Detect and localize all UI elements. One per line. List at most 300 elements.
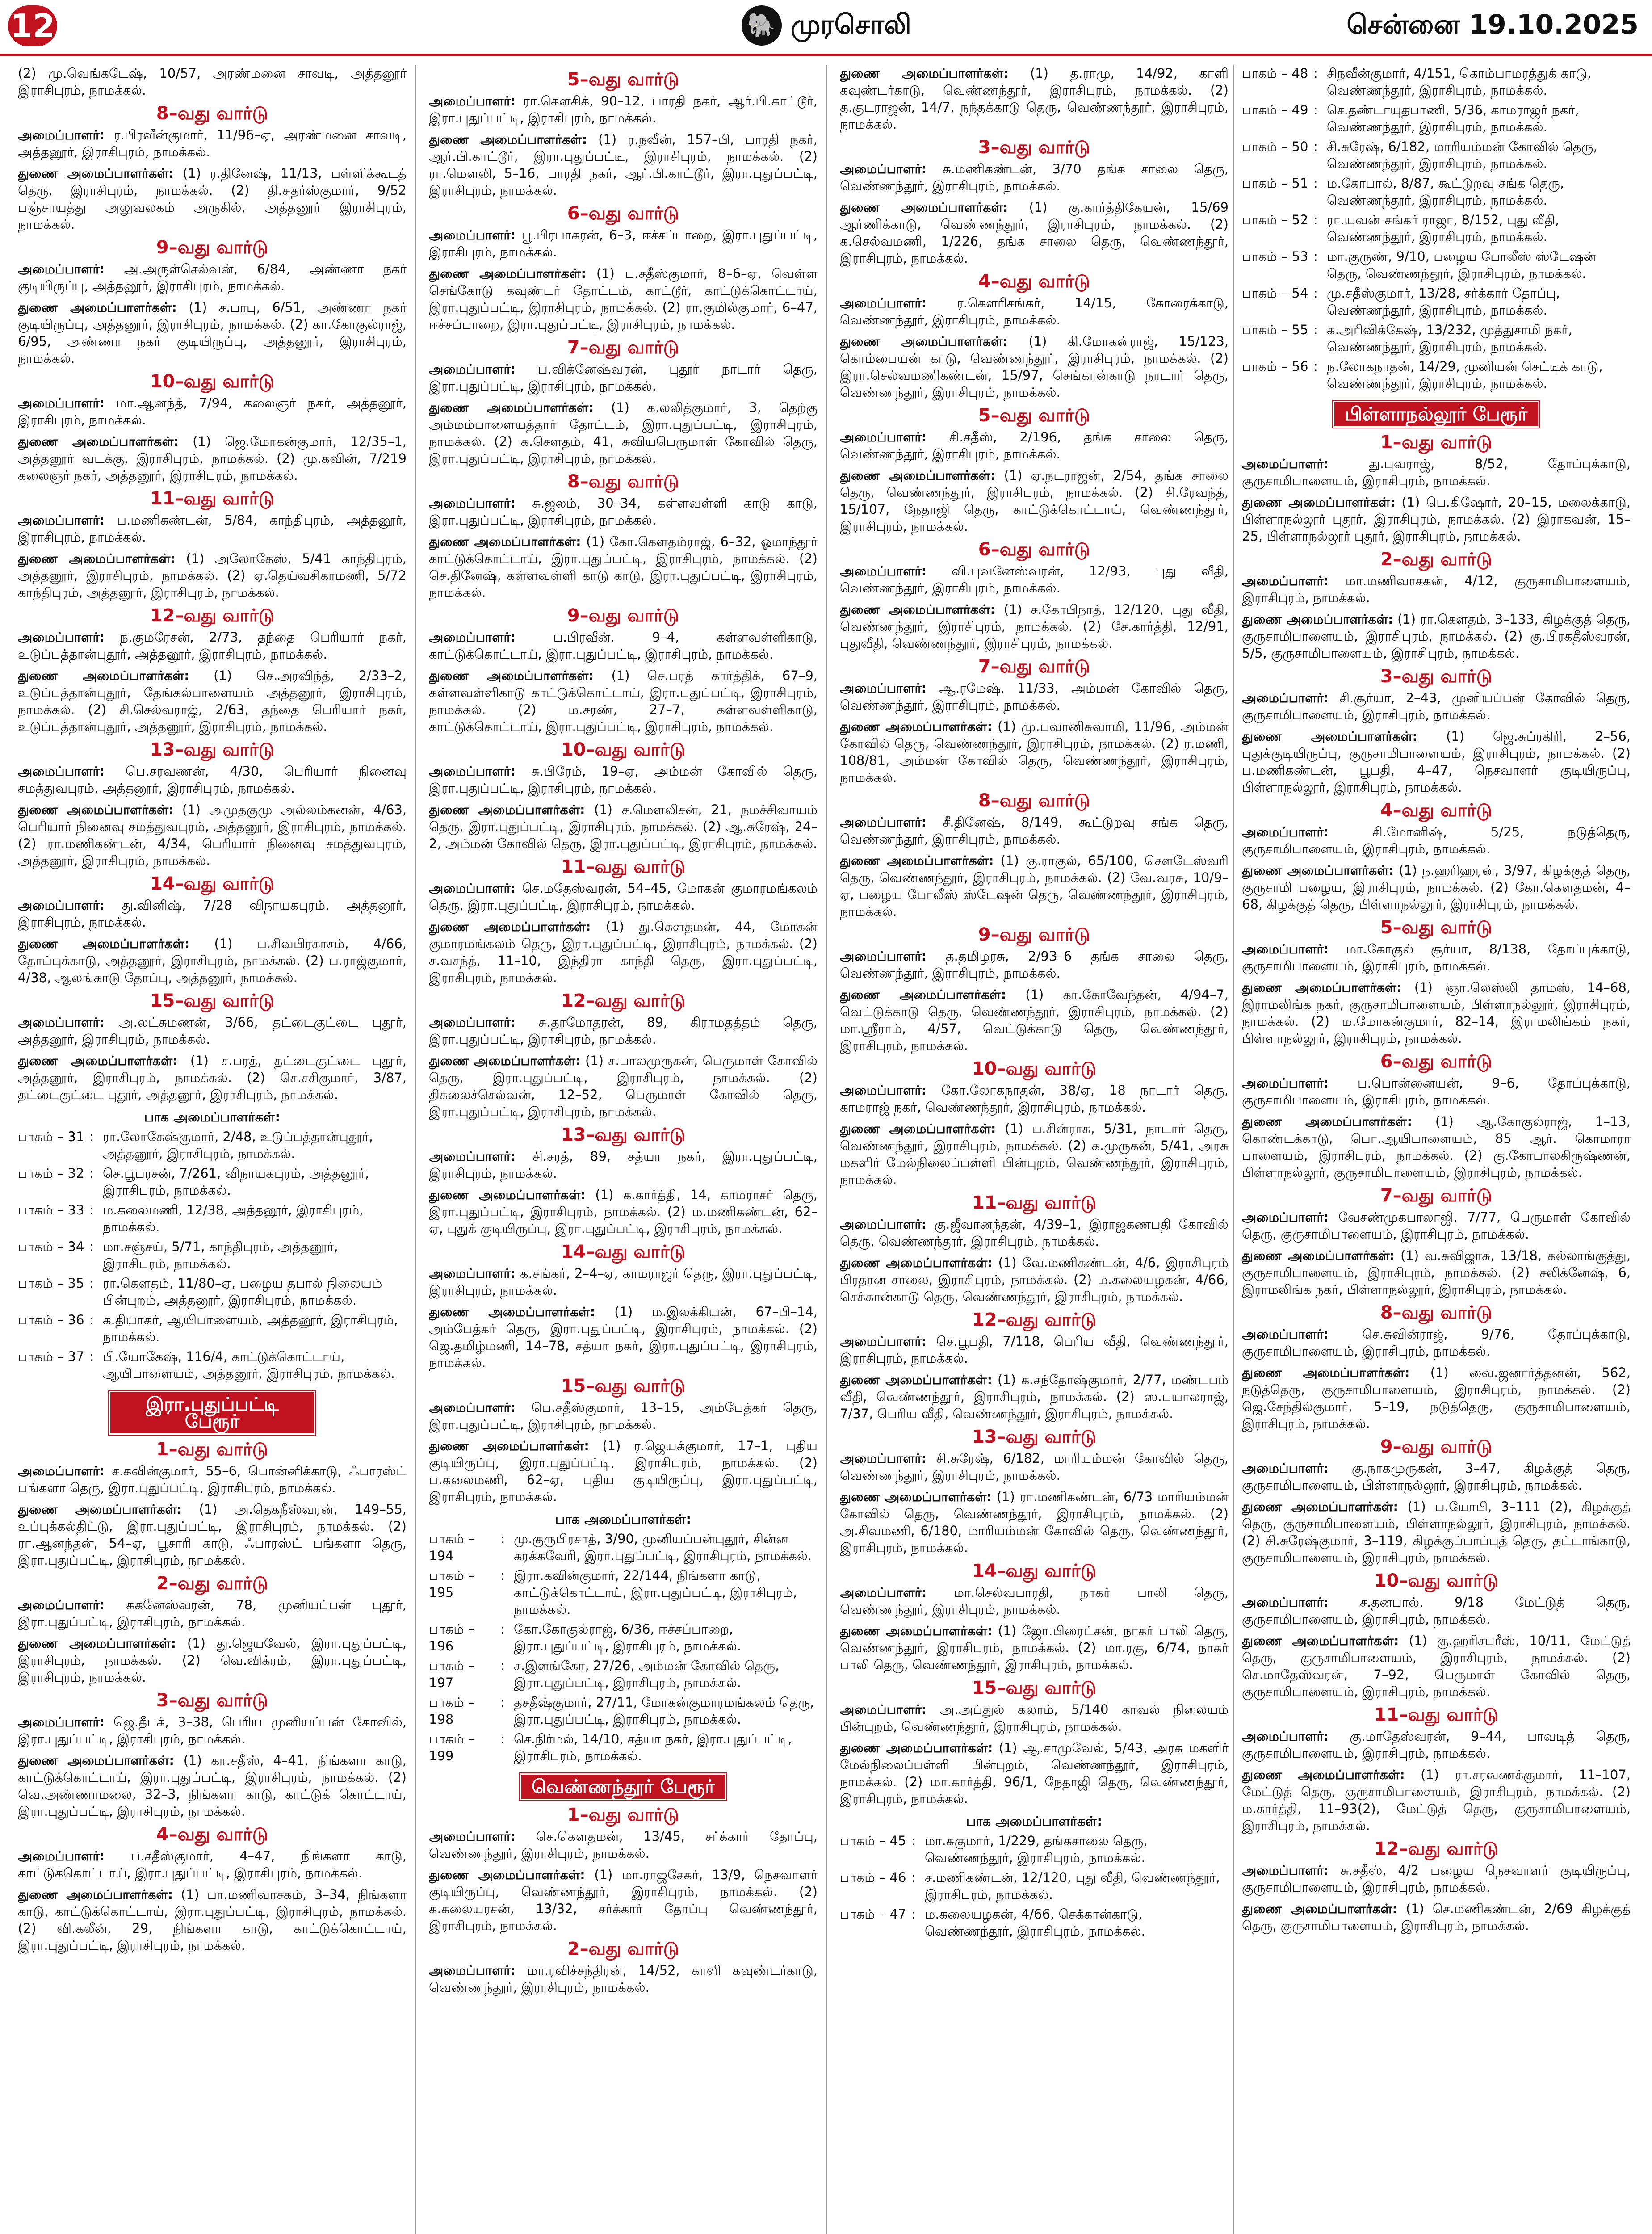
- entry-text: கு.மாதேஸ்வரன், 9–44, பாவடித் தெரு, குருசாமிபாளையம், இராசிபுரம், நாமக்கல்.: [1242, 1729, 1631, 1761]
- booth-entry: பி.யோகேஷ், 116/4, காட்டுக்கொட்டாய், ஆயிபாளையம், அத்தனூர், இராசிபுரம், நாமக்கல்.: [103, 1349, 395, 1381]
- entry-text: (1) கு.ஹரிசபரீஸ், 10/11, மேட்டுத் தெரு, குருசாமிபாளையம், இராசிபுரம், நாமக்கல். (2) செ.மாதேஸ்வரன், 7–92, பெருமாள் கோவில் தெரு, குருசாமிபாளையம், இராசிபுரம், நாமக்கல்.: [1242, 1633, 1631, 1699]
- booth-separator: :: [89, 1129, 94, 1144]
- entry-text: செ.பூபதி, 7/118, பெரிய வீதி, வெண்ணந்தூர், இராசிபுரம், நாமக்கல்.: [840, 1334, 1229, 1366]
- entry-text: சு.சதீஸ், 4/2 பழைய நெசவாளர் குடியிருப்பு, குருசாமிபாளையம், இராசிபுரம், நாமக்கல்.: [1242, 1863, 1631, 1895]
- booth-row: [18, 1201, 407, 1235]
- entry: [18, 1752, 407, 1820]
- booth-separator: :: [500, 1658, 505, 1673]
- entry: [840, 718, 1229, 786]
- entry: [1242, 1075, 1631, 1109]
- booth-label: பாகம் – 196: [429, 1621, 475, 1654]
- ward-heading: 2–வது வார்டு: [156, 1573, 268, 1594]
- ward-heading: 2–வது வார்டு: [567, 1939, 679, 1959]
- role-label: அமைப்பாளர்:: [840, 563, 927, 579]
- ward-heading: 15–வது வார்டு: [972, 1678, 1097, 1698]
- entry: [429, 1265, 818, 1299]
- booth-row: [18, 1275, 407, 1309]
- booth-row: [1242, 248, 1631, 282]
- role-label: அமைப்பாளர்:: [429, 496, 516, 511]
- entry: [18, 897, 407, 931]
- ward-heading: 3–வது வார்டு: [156, 1690, 268, 1711]
- entry: [840, 1120, 1229, 1188]
- entry-text: ஆ.ரமேஷ், 11/33, அம்மன் கோவில் தெரு, வெண்ணந்தூர், இராசிபுரம், நாமக்கல்.: [840, 680, 1229, 713]
- entry-text: சு.தாமோதரன், 89, கிராமதத்தம் தெரு, இரா.புதுப்பட்டி, இராசிபுரம், நாமக்கல்.: [429, 1015, 818, 1047]
- booth-label: பாகம் – 52: [1242, 212, 1308, 227]
- entry: [429, 399, 818, 467]
- role-label: துணை அமைப்பாளர்கள்:: [18, 300, 177, 315]
- ward-heading: 4–வது வார்டு: [978, 271, 1090, 292]
- booth-row: [1242, 101, 1631, 135]
- entry: [18, 433, 407, 484]
- role-label: துணை அமைப்பாளர்கள்:: [1242, 1499, 1398, 1514]
- entry-text: (1) ஆ.கோகுல்ராஜ், 1–13, கொண்டக்காடு, பொ.ஆயிபாளையம், 85 ஆர். கொமாரா பாளையம், இராசிபுரம், நாமக்கல். (2) கு.கோபாலகிருஷ்ணன், பிள்ளாநல்லூர், குருசாமிபாளையம், இராசிபுரம், நாமக்கல்.: [1242, 1114, 1631, 1180]
- ward-heading: 12–வது வார்டு: [1374, 1839, 1499, 1859]
- booth-entry: ம.கோபால், 8/87, கூட்டுறவு சங்க தெரு, வெண்ணந்தூர், இராசிபுரம், நாமக்கல்.: [1327, 176, 1564, 208]
- entry: [1242, 689, 1631, 723]
- entry-text: சி.சூர்யா, 2–43, முனியப்பன் கோவில் தெரு, குருசாமிபாளையம், இராசிபுரம், நாமக்கல்.: [1242, 690, 1631, 722]
- entry-text: (1) அமுதகுமு அல்லம்கனன், 4/63, பெரியார் நினைவு சமத்துவபுரம், அத்தனூர், இராசிபுரம், நாமக்கல். (2) ரா.மணிகண்டன், 4/34, பெரியார் நினைவு சமத்துவபுரம், அத்தனூர், இராசிபுரம், நாமக்கல்.: [18, 802, 407, 868]
- entry: [429, 1303, 818, 1371]
- booth-row: [429, 1730, 818, 1764]
- entry: [429, 880, 818, 914]
- booth-row: [18, 1311, 407, 1345]
- ward-heading: 12–வது வார்டு: [561, 991, 686, 1011]
- entry-text: (1) பா.மணிவாசகம், 3–34, நிங்களா காடு, காட்டுக்கொட்டாய், இரா.புதுப்பட்டி, இராசிபுரம், நாமக்கல். (2) வி.கலீன், 29, நிங்களா காடு, காட்டுக்கொட்டாய், இரா.புதுப்பட்டி, இராசிபுரம், நாமக்கல்.: [18, 1887, 407, 1953]
- section-heading: பாக அமைப்பாளர்கள்:: [966, 1814, 1103, 1829]
- entry-text: சி.மோனிஷ், 5/25, நடுத்தெரு, குருசாமிபாளையம், இராசிபுரம், நாமக்கல்.: [1242, 824, 1631, 857]
- entry-text: சீ.தினேஷ், 8/149, கூட்டுறவு சங்க தெரு, வெண்ணந்தூர், இராசிபுரம், நாமக்கல்.: [840, 815, 1229, 847]
- entry-text: (1) கா.கோவேந்தன், 4/94–7, வெட்டுக்காடு தெரு, வெண்ணந்தூர், இராசிபுரம், நாமக்கல். (2) மா.ஸ்ரீராம், 4/57, வெட்டுக்காடு தெரு, வெண்ணந்தூர், இராசிபுரம், நாமக்கல்.: [840, 987, 1229, 1053]
- entry: [1242, 1247, 1631, 1298]
- entry: [18, 126, 407, 160]
- booth-entry: ந.லோகநாதன், 14/29, முனியன் செட்டிக் காடு, வெண்ணந்தூர், இராசிபுரம், நாமக்கல்.: [1327, 359, 1603, 391]
- role-label: துணை அமைப்பாளர்கள்:: [840, 853, 994, 868]
- booth-row: [1242, 211, 1631, 245]
- role-label: துணை அமைப்பாளர்கள்:: [18, 434, 179, 449]
- role-label: துணை அமைப்பாளர்கள்:: [840, 468, 996, 483]
- role-label: துணை அமைப்பாளர்கள்:: [18, 166, 174, 181]
- entry-text: (1) க.கார்த்தி, 14, காமராசர் தெரு, இரா.புதுப்பட்டி, இராசிபுரம், நாமக்கல். (2) ம.மணிகண்டன், 62–ஏ, புதுக் குடியிருப்பு, இரா.புதுப்பட்டி, இராசிபுரம், நாமக்கல்.: [429, 1187, 818, 1236]
- entry-text: (1) கோ.கௌதம்ராஜ், 6–32, ஓமாந்தூர் காட்டுக்கொட்டாய், இரா.புதுப்பட்டி, இராசிபுரம், நாமக்கல். (2) செ.தினேஷ், கள்ளவள்ளி காடு காடு, இரா.புதுப்பட்டி, இராசிபுரம், நாமக்கல்.: [429, 534, 818, 600]
- entry-text: (1) ஜெ.மோகன்குமார், 12/35–1, அத்தனூர் வடக்கு, இராசிபுரம், நாமக்கல். (2) மு.கவின், 7/219 கலைஞர் நகர், அத்தனூர், இராசிபுரம், நாமக்கல்.: [18, 434, 407, 483]
- booth-separator: :: [500, 1531, 505, 1546]
- entry: [840, 1739, 1229, 1807]
- role-label: அமைப்பாளர்:: [840, 429, 927, 445]
- header-rule: [0, 54, 1652, 56]
- dateline: சென்னை 19.10.2025: [1346, 9, 1639, 40]
- entry: [429, 1866, 818, 1934]
- booth-entry: மா.சஞ்சய், 5/71, காந்திபுரம், அத்தனூர், இராசிபுரம், நாமக்கல்.: [103, 1239, 338, 1271]
- newspaper-name: முரசொலி: [791, 9, 911, 40]
- role-label: துணை அமைப்பாளர்கள்:: [840, 200, 1008, 215]
- entry: [1242, 1766, 1631, 1834]
- entry: [840, 680, 1229, 714]
- entry: [840, 1622, 1229, 1673]
- entry: [18, 1848, 407, 1881]
- role-label: துணை அமைப்பாளர்கள்:: [429, 1438, 589, 1453]
- entry-text: (1) ர.ஜெயக்குமார், 17–1, புதிய குடியிருப்பு, இரா.புதுப்பட்டி, இராசிபுரம், நாமக்கல். (2) ப.கலைமணி, 62–ஏ, புதிய குடியிருப்பு, இரா.புதுப்பட்டி, இராசிபுரம், நாமக்கல்.: [429, 1438, 818, 1504]
- entry-text: ச.தனபால், 9/18 மேட்டுத் தெரு, குருசாமிபாளையம், இராசிபுரம், நாமக்கல்.: [1242, 1595, 1631, 1627]
- entry-text: (1) க.சந்தோஷ்குமார், 2/77, மண்டபம் வீதி, வெண்ணந்தூர், இராசிபுரம், நாமக்கல். (2) ஸ.பயாலராஜ், 7/37, பெரிய வீதி, வெண்ணந்தூர், இராசிபுரம், நாமக்கல்.: [840, 1372, 1229, 1421]
- entry-text: (1) த.ராமு, 14/92, காளி கவுண்டர்காடு, வெண்ணந்தூர், இராசிபுரம், நாமக்கல். (2) த.குடராஜன், 14/7, நந்தக்காடு தெரு, வெண்ணந்தூர், இராசிபுரம், நாமக்கல்.: [840, 66, 1229, 132]
- entry-text: (1) அ.தெகநீஸ்வரன், 149–55, உப்புக்கல்திட்டு, இரா.புதுப்பட்டி, இராசிபுரம், நாமக்கல். (2) ரா.ஆனந்தன், 54–ஏ, பூசாரி காடு, ஃபாரஸ்ட் பங்களா தெரு, இரா.புதுப்பட்டி, இராசிபுரம், நாமக்கல்.: [18, 1502, 407, 1568]
- entry-text: (1) து.கௌதமன், 44, மோகன் குமாரமங்கலம் தெரு, இரா.புதுப்பட்டி, இராசிபுரம், நாமக்கல். (2) ச.வசந்த், 11–10, இந்திரா காந்தி தெரு, இரா.புதுப்பட்டி, இராசிபுரம், நாமக்கல்.: [429, 919, 818, 985]
- booth-row: [429, 1567, 818, 1618]
- booth-label: பாகம் – 45: [840, 1833, 906, 1848]
- entry-text: அ.லட்சுமணன், 3/66, தட்டைகுட்டை புதூர், அத்தனூர், இராசிபுரம், நாமக்கல்.: [18, 1015, 407, 1047]
- role-label: அமைப்பாளர்:: [429, 1266, 516, 1281]
- page-number: 12: [8, 5, 57, 46]
- entry-text: ரா.கௌசிக், 90–12, பாரதி நகர், ஆர்.பி.காட்டூர், இரா.புதுப்பட்டி, இராசிபுரம், நாமக்கல்.: [429, 93, 818, 126]
- entry: [18, 260, 407, 294]
- role-label: துணை அமைப்பாளர்கள்:: [840, 1121, 996, 1136]
- town-banner: இரா.புதுப்பட்டி பேரூர்: [109, 1391, 315, 1435]
- entry: [18, 1713, 407, 1747]
- entry: [18, 801, 407, 869]
- booth-row: [840, 1832, 1229, 1866]
- entry-text: (1) ப.யோபி, 3–111 (2), கிழக்குத் தெரு, குருசாமிபாளையம், பிள்ளாநல்லூர், இராசிபுரம், நாமக்கல். (2) சி.சுரேஷ்குமார், 3–119, கிழக்குப்பாப்புத் தெரு, தட்டாங்காடு, குருசாமிபாளையம், இராசிபுரம், நாமக்கல்.: [1242, 1499, 1631, 1565]
- role-label: அமைப்பாளர்:: [1242, 573, 1329, 588]
- booth-separator: :: [500, 1621, 505, 1637]
- booth-row: [1242, 358, 1631, 392]
- entry: [429, 1437, 818, 1505]
- role-label: அமைப்பாளர்:: [840, 1083, 927, 1098]
- role-label: துணை அமைப்பாளர்கள்:: [429, 132, 587, 147]
- entry-text: பெ.சதீஸ்குமார், 13–15, அம்பேத்கர் தெரு, இரா.புதுப்பட்டி, இராசிபுரம், நாமக்கல்.: [429, 1400, 818, 1432]
- entry: [840, 1488, 1229, 1556]
- booth-label: பாகம் – 197: [429, 1658, 475, 1690]
- entry: [1242, 1113, 1631, 1181]
- column-2: [429, 65, 818, 2234]
- booth-entry: மு.குருபிரசாத், 3/90, முனியப்பன்புதூர், சின்ன கரக்கவேரி, இரா.புதுப்பட்டி, இராசிபுரம், நாமக்கல்.: [514, 1531, 812, 1563]
- role-label: அமைப்பாளர்:: [18, 1015, 105, 1030]
- role-label: துணை அமைப்பாளர்கள்:: [840, 1372, 993, 1387]
- entry: [1242, 1364, 1631, 1432]
- role-label: அமைப்பாளர்:: [840, 680, 927, 696]
- entry-text: சி.சதீஸ், 2/196, தங்க சாலை தெரு, வெண்ணந்தூர், இராசிபுரம், நாமக்கல்.: [840, 429, 1229, 462]
- entry: [18, 1501, 407, 1569]
- entry: [840, 1254, 1229, 1305]
- booth-entry: மா.சுகுமார், 1/229, தங்கசாலை தெரு, வெண்ணந்தூர், இராசிபுரம், நாமக்கல்.: [925, 1833, 1148, 1865]
- role-label: துணை அமைப்பாளர்கள்:: [429, 1304, 595, 1319]
- entry-text: (2) மு.வெங்கடேஷ், 10/57, அரண்மனை சாவடி, அத்தனூர் இராசிபுரம், நாமக்கல்.: [18, 66, 407, 98]
- role-label: அமைப்பாளர்:: [1242, 1327, 1329, 1342]
- ward-heading: 9–வது வார்டு: [978, 924, 1090, 945]
- role-label: அமைப்பாளர்:: [840, 949, 927, 964]
- role-label: அமைப்பாளர்:: [429, 630, 516, 645]
- role-label: துணை அமைப்பாளர்கள்:: [1242, 612, 1393, 627]
- entry-text: க.சங்கர், 2–4–ஏ, காமராஜர் தெரு, இரா.புதுப்பட்டி, இராசிபுரம், நாமக்கல்.: [429, 1266, 818, 1298]
- booth-separator: :: [1313, 102, 1318, 118]
- entry-text: மா.கோகுல் சூர்யா, 8/138, தோப்புக்காடு, குருசாமிபாளையம், இராசிபுரம், நாமக்கல்.: [1242, 941, 1631, 974]
- role-label: அமைப்பாளர்:: [840, 1702, 927, 1717]
- entry: [1242, 941, 1631, 974]
- role-label: அமைப்பாளர்:: [1242, 1863, 1329, 1878]
- entry-text: (1) ம.இலக்கியன், 67–பி–14, அம்பேத்கர் தெரு, இரா.புதுப்பட்டி, இராசிபுரம், நாமக்கல். (2) ஜெ.தமிழ்மணி, 14–78, சத்யா நகர், இரா.புதுப்பட்டி, இராசிபுரம், நாமக்கல்.: [429, 1304, 818, 1370]
- entry: [18, 763, 407, 797]
- booth-entry: க.அரிவிக்கேஷ், 13/232, முத்துசாமி நகர், வெண்ணந்தூர், இராசிபுரம், நாமக்கல்.: [1327, 322, 1572, 354]
- entry-text: (1) ச.பாபு, 6/51, அண்ணா நகர் குடியிருப்பு, அத்தனூர், இராசிபுரம், நாமக்கல். (2) கா.கோகுல்ராஜ், 6/95, அண்ணா நகர் குடியிருப்பு, அத்தனூர், இராசிபுரம், நாமக்கல்.: [18, 300, 407, 366]
- ward-heading: 6–வது வார்டு: [567, 203, 679, 224]
- booth-separator: :: [500, 1568, 505, 1583]
- booth-separator: :: [500, 1695, 505, 1710]
- entry: [840, 563, 1229, 596]
- page-header: [0, 0, 1652, 58]
- entry: [18, 1596, 407, 1630]
- booth-label: பாகம் – 34: [18, 1239, 84, 1254]
- booth-separator: :: [89, 1349, 94, 1364]
- entry-text: (1) வே.மணிகண்டன், 4/6, இராசிபுரம் பிரதான சாலை, இராசிபுரம், நாமக்கல். (2) ம.கலையழகன், 4/66, செக்கான்காடு தெரு, வெண்ணந்தூர், இராசிபுரம், நாமக்கல்.: [840, 1255, 1229, 1304]
- ward-heading: 11–வது வார்டு: [561, 857, 686, 877]
- ward-heading: 14–வது வார்டு: [150, 873, 275, 894]
- entry-text: ப.விக்னேஷ்வரன், புதூர் நாடார் தெரு, இரா.புதுப்பட்டி, இராசிபுரம், நாமக்கல்.: [429, 361, 818, 394]
- role-label: அமைப்பாளர்:: [1242, 1729, 1329, 1744]
- entry: [429, 265, 818, 333]
- booth-separator: :: [911, 1870, 916, 1885]
- entry: [1242, 494, 1631, 545]
- entry: [1242, 1594, 1631, 1628]
- entry-text: (1) வை.ஜனார்த்தனன், 562, நடுத்தெரு, குருசாமிபாளையம், இராசிபுரம், நாமக்கல். (2) ஜெ.சேந்தில்குமார், 5–19, நடுத்தெரு, குருசாமிபாளையம், இராசிபுரம், நாமக்கல்.: [1242, 1365, 1631, 1431]
- ward-heading: 10–வது வார்டு: [150, 371, 275, 392]
- entry-text: ப.சதீஸ்குமார், 4–47, நிங்களா காடு, காட்டுக்கொட்டாய், இரா.புதுப்பட்டி, இராசிபுரம், நாமக்கல்.: [18, 1848, 407, 1881]
- entry: [18, 550, 407, 601]
- role-label: அமைப்பாளர்:: [18, 512, 105, 528]
- role-label: அமைப்பாளர்:: [18, 127, 105, 143]
- entry: [1242, 1900, 1631, 1934]
- entry-text: செ.கௌதமன், 13/45, சர்க்கார் தோப்பு, வெண்ணந்தூர், இராசிபுரம், நாமக்கல்.: [429, 1829, 818, 1861]
- role-label: துணை அமைப்பாளர்கள்:: [1242, 863, 1394, 878]
- town-banner: பிள்ளாநல்லூர் பேரூர்: [1333, 401, 1539, 428]
- ward-heading: 5–வது வார்டு: [978, 405, 1090, 426]
- entry: [18, 395, 407, 428]
- booth-label: பாகம் – 199: [429, 1731, 475, 1764]
- booth-label: பாகம் – 54: [1242, 286, 1308, 301]
- entry: [1242, 1326, 1631, 1360]
- role-label: அமைப்பாளர்:: [18, 1463, 105, 1478]
- role-label: அமைப்பாளர்:: [1242, 456, 1329, 471]
- entry-text: மா.மணிவாசகன், 4/12, குருசாமிபாளையம், இராசிபுரம், நாமக்கல்.: [1242, 573, 1631, 605]
- entry-text: (1) ஏ.நடராஜன், 2/54, தங்க சாலை தெரு, வெண்ணந்தூர், இராசிபுரம், நாமக்கல். (2) சி.ரேவந்த், 15/107, நேதாஜி தெரு, காட்டுக்கொட்டாய், வெண்ணந்தூர், இராசிபுரம், நாமக்கல்.: [840, 468, 1229, 534]
- role-label: அமைப்பாளர்:: [1242, 1595, 1329, 1610]
- booth-separator: :: [1313, 66, 1318, 81]
- entry: [18, 935, 407, 986]
- ward-heading: 9–வது வார்டு: [567, 605, 679, 626]
- role-label: அமைப்பாளர்:: [429, 93, 516, 109]
- entry: [429, 667, 818, 735]
- entry: [18, 165, 407, 233]
- booth-entry: ச.மணிகண்டன், 12/120, புது வீதி, வெண்ணந்தூர், இராசிபுரம், நாமக்கல்.: [925, 1870, 1220, 1902]
- role-label: அமைப்பாளர்:: [1242, 1075, 1329, 1091]
- booth-separator: :: [89, 1202, 94, 1218]
- entry: [1242, 823, 1631, 857]
- ward-heading: 12–வது வார்டு: [150, 605, 275, 626]
- entry-text: ப.பிரவீன், 9–4, கள்ளவள்ளிகாடு, காட்டுக்கொட்டாய், இரா.புதுப்பட்டி, இராசிபுரம், நாமக்கல்.: [429, 630, 818, 662]
- role-label: துணை அமைப்பாளர்கள்:: [18, 1502, 182, 1517]
- role-label: துணை அமைப்பாளர்கள்:: [18, 1887, 173, 1902]
- entry: [840, 852, 1229, 920]
- entry-text: (1) செ.மணிகண்டன், 2/69 கிழக்குத் தெரு, குருசாமிபாளையம், இராசிபுரம், நாமக்கல்.: [1242, 1901, 1631, 1933]
- entry: [840, 467, 1229, 535]
- booth-separator: :: [1313, 322, 1318, 337]
- ward-heading: 10–வது வார்டு: [561, 739, 686, 760]
- role-label: அமைப்பாளர்:: [840, 161, 927, 176]
- booth-entry: மா.குருண், 9/10, பழைய போலீஸ் ஸ்டேஷன் தெரு, வெண்ணந்தூர், இராசிபுரம், நாமக்கல்.: [1327, 249, 1596, 281]
- entry-text: (1) து.ஜெயவேல், இரா.புதுப்பட்டி, இராசிபுரம், நாமக்கல். (2) வெ.விக்ரம், இரா.புதுப்பட்டி, இராசிபுரம், நாமக்கல்.: [18, 1636, 407, 1685]
- ward-heading: 10–வது வார்டு: [972, 1058, 1097, 1079]
- booth-label: பாகம் – 53: [1242, 249, 1308, 264]
- column-1: [18, 65, 407, 2234]
- column-3: [840, 65, 1229, 2234]
- entry-text: (1) செ.அரவிந்த், 2/33–2, உடுப்பத்தான்புதூர், தேங்கல்பாளையம் அத்தனூர், இராசிபுரம், நாமக்கல். (2) சி.செல்வராஜ், 2/63, தந்தை பெரியார் நகர், உடுப்பத்தான்புதூர், அத்தனூர், இராசிபுரம், நாமக்கல்.: [18, 668, 407, 734]
- entry-text: (1) க.லலித்குமார், 3, தெற்கு அம்மம்பாளையத்தார் தோட்டம், இரா.புதுப்பட்டி, இராசிபுரம், நாமக்கல். (2) க.சௌதம், 41, சுவியபெருமாள் கோவில் தெரு, இரா.புதுப்பட்டி, இராசிபுரம், நாமக்கல்.: [429, 400, 818, 466]
- booth-row: [1242, 285, 1631, 319]
- entry-text: து.புவராஜ், 8/52, தோப்புக்காடு, குருசாமிபாளையம், இராசிபுரம், நாமக்கல்.: [1242, 456, 1631, 488]
- role-label: துணை அமைப்பாளர்கள்:: [18, 1636, 176, 1651]
- ward-heading: 2–வது வார்டு: [1380, 549, 1493, 570]
- entry: [18, 299, 407, 367]
- entry-text: (1) ரா.கௌதம், 3–133, கிழக்குத் தெரு, குருசாமிபாளையம், இராசிபுரம், நாமக்கல். (2) கு.பிரகதீஸ்வரன், 5/5, குருசாமிபாளையம், இராசிபுரம், நாமக்கல்.: [1242, 612, 1631, 661]
- booth-label: பாகம் – 195: [429, 1568, 475, 1600]
- entry: [840, 333, 1229, 401]
- booth-label: பாகம் – 198: [429, 1695, 475, 1727]
- entry: [429, 131, 818, 199]
- ward-heading: 6–வது வார்டு: [1380, 1051, 1493, 1072]
- entry-text: (1) வ.சுவிஜாசு, 13/18, கல்லாங்குத்து, குருசாமிபாளையம், இராசிபுரம், நாமக்கல். (2) சலிக்னேஷ், 6, இராமலிங்க நகர், பிள்ளாநல்லூர், இராசிபுரம், நாமக்கல்.: [1242, 1248, 1631, 1297]
- ward-heading: 7–வது வார்டு: [567, 337, 679, 358]
- booth-entry: செ.தண்டாயுதபாணி, 5/36, காமராஜர் நகர், வெண்ணந்தூர், இராசிபுரம், நாமக்கல்.: [1327, 102, 1579, 134]
- entry-text: மா.ஆனந்த், 7/94, கலைஞர் நகர், அத்தனூர், இராசிபுரம், நாமக்கல்.: [18, 395, 407, 428]
- entry: [429, 1399, 818, 1433]
- entry: [429, 92, 818, 126]
- entry-text: (1) கு.ராகுல், 65/100, சௌடேஸ்வரி தெரு, வெண்ணந்தூர், இராசிபுரம், நாமக்கல். (2) வே.வரசு, 10/9–ஏ, பழைய போலீஸ் ஸ்டேஷன் தெரு, வெண்ணந்தூர், இராசிபுரம், நாமக்கல்.: [840, 853, 1229, 919]
- entry: [429, 1828, 818, 1862]
- entry-text: (1) ர.நவீன், 157–பி, பாரதி நகர், ஆர்.பி.காட்டூர், இரா.புதுப்பட்டி, இராசிபுரம், நாமக்கல். (2) ரா.மௌலி, 5–16, பாரதி நகர், ஆர்.பி.காட்டூர், இரா.புதுப்பட்டி, இராசிபுரம், நாமக்கல்.: [429, 132, 818, 198]
- ward-heading: 9–வது வார்டு: [1380, 1436, 1493, 1457]
- booth-row: [840, 1906, 1229, 1940]
- entry: [840, 1450, 1229, 1484]
- role-label: அமைப்பாளர்:: [429, 1015, 516, 1030]
- entry: [840, 1701, 1229, 1735]
- ward-heading: 14–வது வார்டு: [972, 1561, 1097, 1581]
- entry: [1242, 572, 1631, 606]
- role-label: அமைப்பாளர்:: [840, 295, 927, 311]
- booth-row: [429, 1530, 818, 1564]
- entry-text: (1) ந.ஹரிஹரன், 3/97, கிழக்குத் தெரு, குருசாமி பழைய, இராசிபுரம், நாமக்கல். (2) கோ.கௌதமன், 4–68, கிழக்குத் தெரு, பிள்ளாநல்லூர், இராசிபுரம், நாமக்கல்.: [1242, 863, 1631, 912]
- booth-separator: :: [1313, 212, 1318, 227]
- entry-text: (1) ஆ.சாமுவேல், 5/43, அரசு மகளிர் மேல்நிலைப்பள்ளி பின்புறம், வெண்ணந்தூர், இராசிபுரம், நாமக்கல். (2) மா.கார்த்தி, 96/1, நேதாஜி தெரு, வெண்ணந்தூர், இராசிபுரம், நாமக்கல்.: [840, 1740, 1229, 1806]
- booth-label: பாகம் – 33: [18, 1202, 84, 1218]
- role-label: அமைப்பாளர்:: [1242, 1461, 1329, 1476]
- ward-heading: 8–வது வார்டு: [156, 103, 268, 124]
- ward-heading: 5–வது வார்டு: [567, 69, 679, 90]
- entry-text: ர.பிரவீன்குமார், 11/96–ஏ, அரண்மனை சாவடி, அத்தனூர், இராசிபுரம், நாமக்கல்.: [18, 127, 407, 160]
- booth-row: [18, 1238, 407, 1272]
- booth-entry: ச.இளங்கோ, 27/26, அம்மன் கோவில் தெரு, இரா.புதுப்பட்டி, இராசிபுரம், நாமக்கல்.: [514, 1658, 780, 1690]
- entry: [840, 1216, 1229, 1250]
- elephant-logo-icon: 🐘: [742, 5, 782, 46]
- ward-heading: 13–வது வார்டு: [561, 1125, 686, 1145]
- role-label: துணை அமைப்பாளர்கள்:: [429, 668, 594, 683]
- entry: [1242, 979, 1631, 1047]
- booth-separator: :: [911, 1906, 916, 1922]
- entry-text: ப.மணிகண்டன், 5/84, காந்திபுரம், அத்தனூர், இராசிபுரம், நாமக்கல்.: [18, 512, 407, 545]
- role-label: அமைப்பாளர்:: [429, 227, 516, 243]
- entry: [429, 1186, 818, 1237]
- entry: [840, 814, 1229, 848]
- role-label: துணை அமைப்பாளர்கள்:: [840, 1489, 992, 1504]
- booth-entry: ம.கலைமணி, 12/38, அத்தனூர், இராசிபுரம், நாமக்கல்.: [103, 1202, 364, 1235]
- booth-label: பாகம் – 32: [18, 1166, 84, 1181]
- role-label: துணை அமைப்பாளர்கள்:: [429, 919, 591, 934]
- role-label: அமைப்பாளர்:: [429, 1963, 516, 1978]
- entry: [429, 495, 818, 529]
- entry-text: ஜெ.தீபக், 3–38, பெரிய முனியப்பன் கோவில், இரா.புதுப்பட்டி, இராசிபுரம், நாமக்கல்.: [18, 1714, 407, 1747]
- role-label: துணை அமைப்பாளர்கள்:: [1242, 495, 1396, 510]
- ward-heading: 13–வது வார்டு: [150, 739, 275, 760]
- entry: [429, 629, 818, 663]
- entry-text: த.தமிழரசு, 2/93–6 தங்க சாலை தெரு, வெண்ணந்தூர், இராசிபுரம், நாமக்கல்.: [840, 949, 1229, 981]
- ward-heading: 7–வது வார்டு: [1380, 1185, 1493, 1206]
- ward-heading: 15–வது வார்டு: [150, 991, 275, 1011]
- role-label: துணை அமைப்பாளர்கள்:: [18, 802, 174, 817]
- entry: [429, 763, 818, 797]
- column-divider: [1233, 65, 1234, 2234]
- ward-heading: 8–வது வார்டு: [978, 790, 1090, 811]
- entry: [1242, 1498, 1631, 1566]
- booth-separator: :: [89, 1166, 94, 1181]
- entry: [429, 227, 818, 260]
- role-label: துணை அமைப்பாளர்கள்:: [1242, 729, 1418, 744]
- role-label: அமைப்பாளர்:: [840, 1334, 927, 1349]
- ward-heading: 12–வது வார்டு: [972, 1310, 1097, 1330]
- entry-text: (1) கி.மோகன்ராஜ், 15/123, கொம்பையன் காடு, வெண்ணந்தூர், இராசிபுரம், நாமக்கல். (2) இரா.செல்வமணிகண்டன், 15/97, செங்கான்காடு நாடார் தெரு, வெண்ணந்தூர், இராசிபுரம், நாமக்கல்.: [840, 334, 1229, 400]
- booth-separator: :: [89, 1276, 94, 1291]
- entry: [18, 1052, 407, 1103]
- role-label: துணை அமைப்பாளர்கள்:: [840, 1255, 993, 1270]
- role-label: துணை அமைப்பாளர்கள்:: [1242, 1633, 1399, 1648]
- booth-label: பாகம் – 35: [18, 1276, 84, 1291]
- entry-text: ச.கவின்குமார், 55–6, பொன்னிக்காடு, ஃபாரஸ்ட் பங்களா தெரு, இரா.புதுப்பட்டி, இராசிபுரம், நாமக்கல்.: [18, 1463, 407, 1495]
- booth-row: [1242, 138, 1631, 172]
- role-label: அமைப்பாளர்:: [840, 1217, 927, 1232]
- role-label: அமைப்பாளர்:: [18, 395, 105, 411]
- entry-text: (1) ரா.சரவணக்குமார், 11–107, மேட்டுத் தெரு, குருசாமிபாளையம், இராசிபுரம், நாமக்கல். (2) ம.கார்த்தி, 11–93(2), மேட்டுத் தெரு, குருசாமிபாளையம், இராசிபுரம், நாமக்கல்.: [1242, 1767, 1631, 1833]
- role-label: துணை அமைப்பாளர்கள்:: [1242, 1114, 1413, 1129]
- booth-label: பாகம் – 31: [18, 1129, 84, 1144]
- entry: [1242, 1862, 1631, 1896]
- booth-entry: க.தியாகர், ஆயிபாளையம், அத்தனூர், இராசிபுரம், நாமக்கல்.: [103, 1312, 398, 1344]
- entry-text: அ.அருள்செல்வன், 6/84, அண்ணா நகர் குடியிருப்பு, அத்தனூர், இராசிபுரம், நாமக்கல்.: [18, 261, 407, 294]
- entry-text: (1) ரா.மணிகண்டன், 6/73 மாரியம்மன் கோவில் தெரு, வெண்ணந்தூர், இராசிபுரம், நாமக்கல். (2) அ.சிவமணி, 6/180, மாரியம்மன் கோவில் தெரு, வெண்ணந்தூர், இராசிபுரம், நாமக்கல்.: [840, 1489, 1229, 1555]
- role-label: அமைப்பாளர்:: [1242, 690, 1329, 705]
- entry-text: (1) பெ.கிஷோர், 20–15, மலைக்காடு, பிள்ளாநல்லூர் புதூர், இராசிபுரம், நாமக்கல். (2) இராகவன், 15–25, பிள்ளாநல்லூர் புதூர், இராசிபுரம், நாமக்கல்.: [1242, 495, 1631, 544]
- entry-text: (1) ச.கோபிநாத், 12/120, புது வீதி, வெண்ணந்தூர், இராசிபுரம், நாமக்கல். (2) சே.கார்த்தி, 12/91, புதுவீதி, வெண்ணந்தூர், இராசிபுரம், நாமக்கல்.: [840, 602, 1229, 651]
- column-4: [1242, 65, 1631, 2234]
- entry: [840, 1371, 1229, 1422]
- booth-row: [1242, 65, 1631, 99]
- entry: [840, 294, 1229, 328]
- booth-row: [18, 1348, 407, 1382]
- entry-text: (1) மு.பவானிசுவாமி, 11/96, அம்மன் கோவில் தெரு, வெண்ணந்தூர், இராசிபுரம், நாமக்கல். (2) ர.மணி, 108/81, அம்மன் கோவில் தெரு, வெண்ணந்தூர், இராசிபுரம், நாமக்கல்.: [840, 719, 1229, 785]
- role-label: துணை அமைப்பாளர்கள்:: [840, 1740, 993, 1755]
- entry: [18, 1014, 407, 1048]
- role-label: அமைப்பாளர்:: [1242, 941, 1329, 957]
- ward-heading: 9–வது வார்டு: [156, 237, 268, 258]
- role-label: துணை அமைப்பாளர்கள்:: [1242, 1767, 1405, 1782]
- entry-text: (1) ப.சிவபிரகாசம், 4/66, தோப்புக்காடு, அத்தனூர், இராசிபுரம், நாமக்கல். (2) ப.ராஜ்குமார், 4/38, ஆலங்காடு தோப்பு, அத்தனூர், நாமக்கல்.: [18, 936, 407, 985]
- column-divider: [415, 65, 416, 2234]
- entry-text: (1) கா.சதீஸ், 4–41, நிங்களா காடு, காட்டுக்கொட்டாய், இரா.புதுப்பட்டி, இராசிபுரம், நாமக்கல். (2) வெ.அண்ணாமலை, 32–3, நிங்களா காடு, காட்டுக் கொட்டாய், இரா.புதுப்பட்டி, இராசிபுரம், நாமக்கல்.: [18, 1753, 407, 1819]
